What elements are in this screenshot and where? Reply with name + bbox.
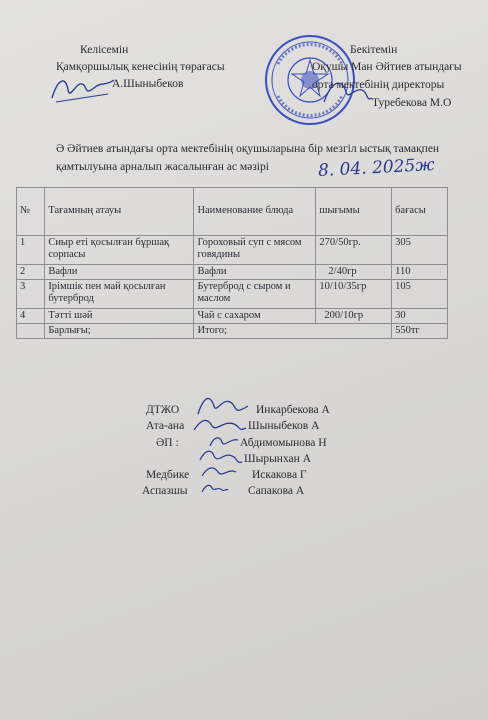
signatory-name: Шырынхан А [244, 453, 311, 465]
cell-total-empty [17, 324, 45, 339]
cell-name-kk: Вафли [45, 265, 194, 280]
cell-yield: 270/50гр. [316, 236, 392, 265]
cell-name-ru: Бутерброд с сыром и маслом [194, 280, 316, 309]
document-title-line2: қамтылуына арналып жасалынған ас мәзірі [56, 161, 269, 173]
signature-director [318, 72, 378, 108]
cell-price: 110 [392, 265, 448, 280]
cell-name-kk: Сиыр еті қосылған бұршақ сорпасы [45, 236, 194, 265]
signatory-name: Сапакова А [248, 485, 305, 497]
table-row [17, 280, 448, 309]
approval-left-line1: Келісемін [80, 44, 129, 56]
signatories-signatures [188, 392, 258, 504]
handwritten-date: 8. 04. 2025ж [317, 154, 436, 182]
cell-name-kk: Тәтті шәй [45, 309, 194, 324]
col-header-num: № [17, 188, 45, 236]
approval-right-line3: орта мектебінің директоры [312, 79, 445, 91]
signatory-role: Аспазшы [142, 485, 188, 497]
cell-name-ru: Чай с сахаром [194, 309, 316, 324]
signatory-name: Инкарбекова А [256, 404, 330, 416]
approval-right-line1: Бекітемін [350, 44, 398, 56]
signature-left [48, 72, 118, 106]
table-row [17, 236, 448, 265]
menu-table [16, 187, 448, 339]
signatory-name: Искакова Г [252, 469, 307, 481]
cell-yield: 2/40гр [316, 265, 392, 280]
cell-price: 105 [392, 280, 448, 309]
cell-price: 305 [392, 236, 448, 265]
cell-num: 4 [17, 309, 45, 324]
table-row [17, 309, 448, 324]
cell-name-kk: Ірімшік пен май қосылған бутерброд [45, 280, 194, 309]
cell-total-price: 550тг [392, 324, 448, 339]
signatory-role: Ата-ана [146, 420, 185, 432]
cell-name-ru: Вафли [194, 265, 316, 280]
signatory-role: ӘП : [156, 437, 179, 449]
col-header-price: бағасы [392, 188, 448, 236]
cell-num: 2 [17, 265, 45, 280]
col-header-yield: шығымы [316, 188, 392, 236]
approval-right-line2: Оқушы Ман Әйтиев атындағы [312, 61, 462, 73]
signatory-role: ДТЖО [146, 404, 180, 416]
table-row [17, 265, 448, 280]
signatory-name: Шыныбеков А [248, 420, 320, 432]
cell-total-label-ru: Итого; [194, 324, 392, 339]
cell-price: 30 [392, 309, 448, 324]
signatory-role: Медбике [146, 469, 190, 481]
col-header-name-kk: Тағамның атауы [45, 188, 194, 236]
approval-right-line4: Туребекова М.О [372, 97, 452, 109]
col-header-name-ru: Наименование блюда [194, 188, 316, 236]
cell-name-ru: Гороховый суп с мясом говядины [194, 236, 316, 265]
approval-left-line3: А.Шыныбеков [112, 78, 184, 90]
cell-total-label-kk: Барлығы; [45, 324, 194, 339]
signatory-name: Абдимомынова Н [240, 437, 327, 449]
cell-num: 3 [17, 280, 45, 309]
approval-left-line2: Қамқоршылық кенесінің төрағасы [56, 61, 225, 73]
table-header-row [17, 188, 448, 236]
cell-yield: 10/10/35гр [316, 280, 392, 309]
document-title-line1: Ә Әйтиев атындағы орта мектебінің оқушыларына бір мезгіл ыстық тамақпен [56, 143, 440, 155]
cell-num: 1 [17, 236, 45, 265]
cell-yield: 200/10гр [316, 309, 392, 324]
table-total-row [17, 324, 448, 339]
